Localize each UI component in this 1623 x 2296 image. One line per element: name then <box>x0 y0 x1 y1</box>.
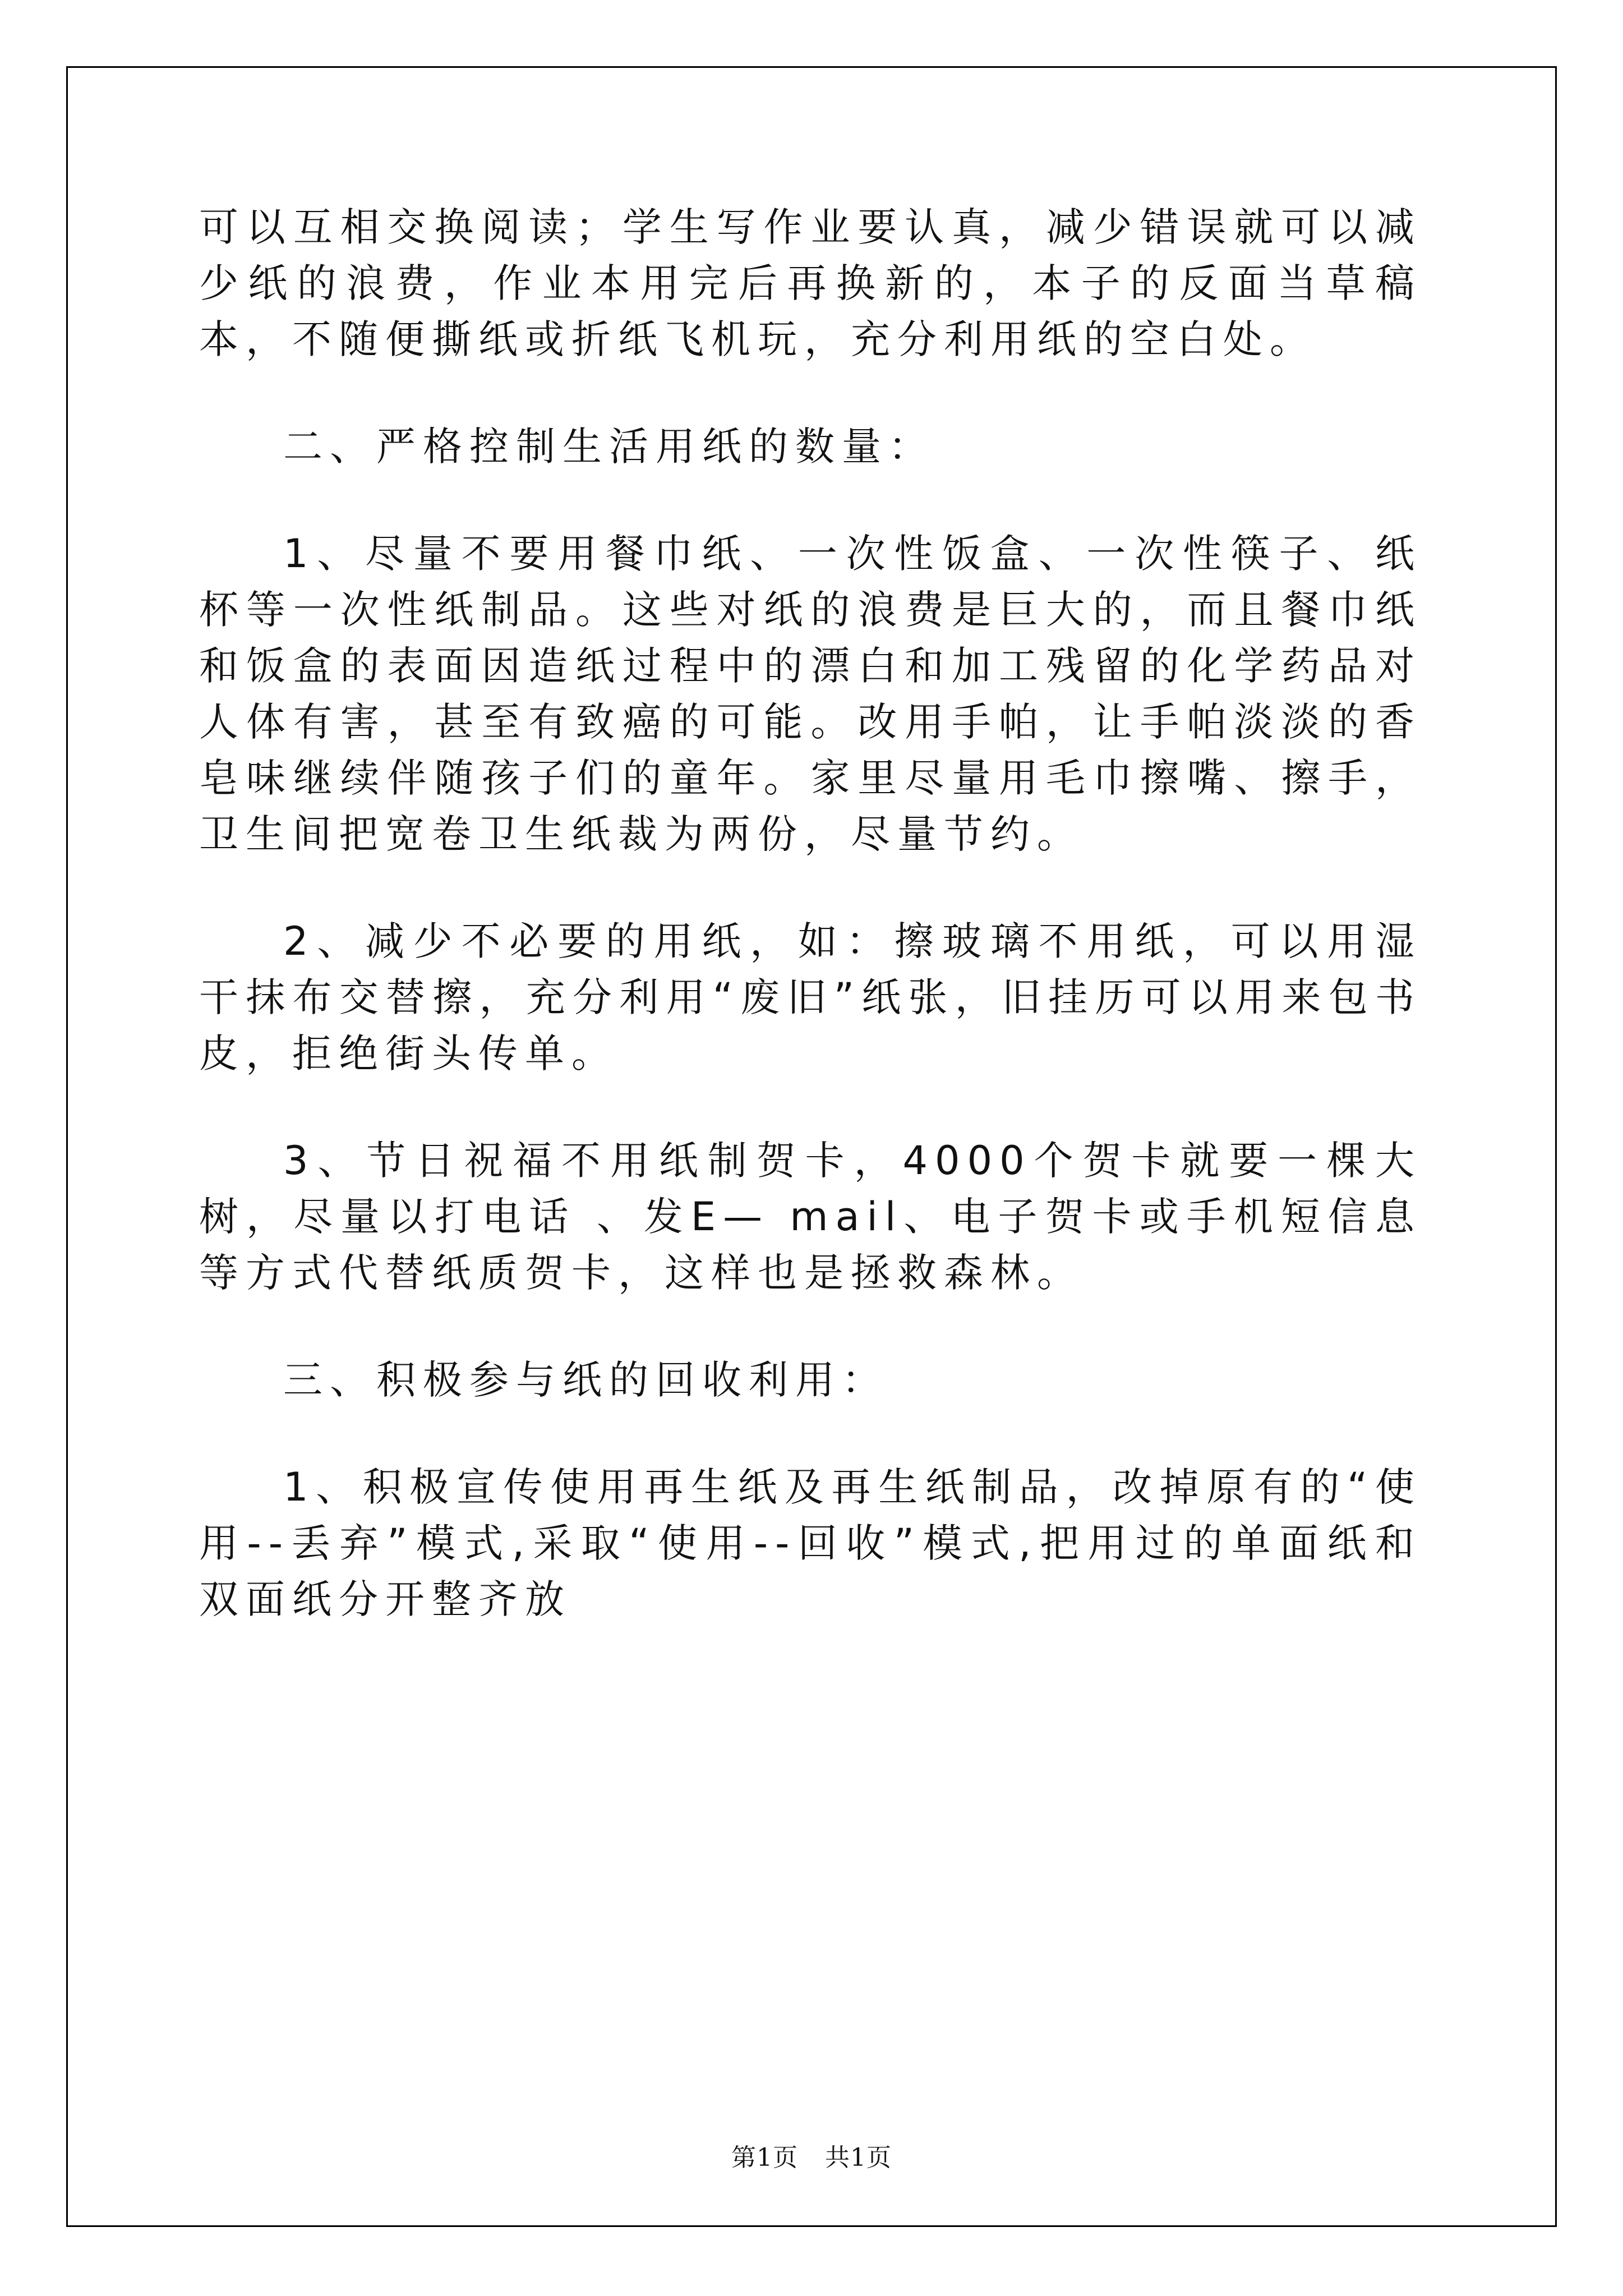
section-heading-3: 三、积极参与纸的回收利用： <box>283 1357 888 1403</box>
paragraph-2-1: 1、尽量不要用餐巾纸、一次性饭盒、一次性筷子、纸杯等一次性纸制品。这些对纸的浪费是巨大的，而且餐巾纸和饭盒的表面因造纸过程中的漂白和加工残留的化学药品对人体有害，甚至有致癌的可能。改用手帕，让手帕淡淡的香皂味继续伴随孩子们的童年。家里尽量用毛巾擦嘴、擦手，卫生间把宽卷卫生纸裁为两份，尽量节约。 <box>199 531 1422 857</box>
paragraph-1: 可以互相交换阅读；学生写作业要认真，减少错误就可以减少纸的浪费，作业本用完后再换新的，本子的反面当草稿本，不随便撕纸或折纸飞机玩，充分利用纸的空白处。 <box>199 204 1422 362</box>
page-number-total: 共1页 <box>825 2143 892 2172</box>
paragraph-2-3: 3、节日祝福不用纸制贺卡，4000个贺卡就要一棵大树，尽量以打电话 、发E— mail、电子贺卡或手机短信息等方式代替纸质贺卡，这样也是拯救森林。 <box>199 1138 1422 1296</box>
page-number-current: 第1页 <box>731 2143 798 2172</box>
page-footer <box>0 2137 1623 2173</box>
paragraph-2-2: 2、减少不必要的用纸，如：擦玻璃不用纸，可以用湿干抹布交替擦，充分利用“废旧”纸张，旧挂历可以用来包书皮，拒绝街头传单。 <box>199 918 1422 1076</box>
document-body <box>199 199 1422 1678</box>
paragraph-3-1: 1、积极宣传使用再生纸及再生纸制品，改掉原有的“使用--丢弃”模式,采取“使用--回收”模式,把用过的单面纸和双面纸分开整齐放 <box>199 1464 1422 1622</box>
section-heading-2: 二、严格控制生活用纸的数量： <box>283 424 935 470</box>
